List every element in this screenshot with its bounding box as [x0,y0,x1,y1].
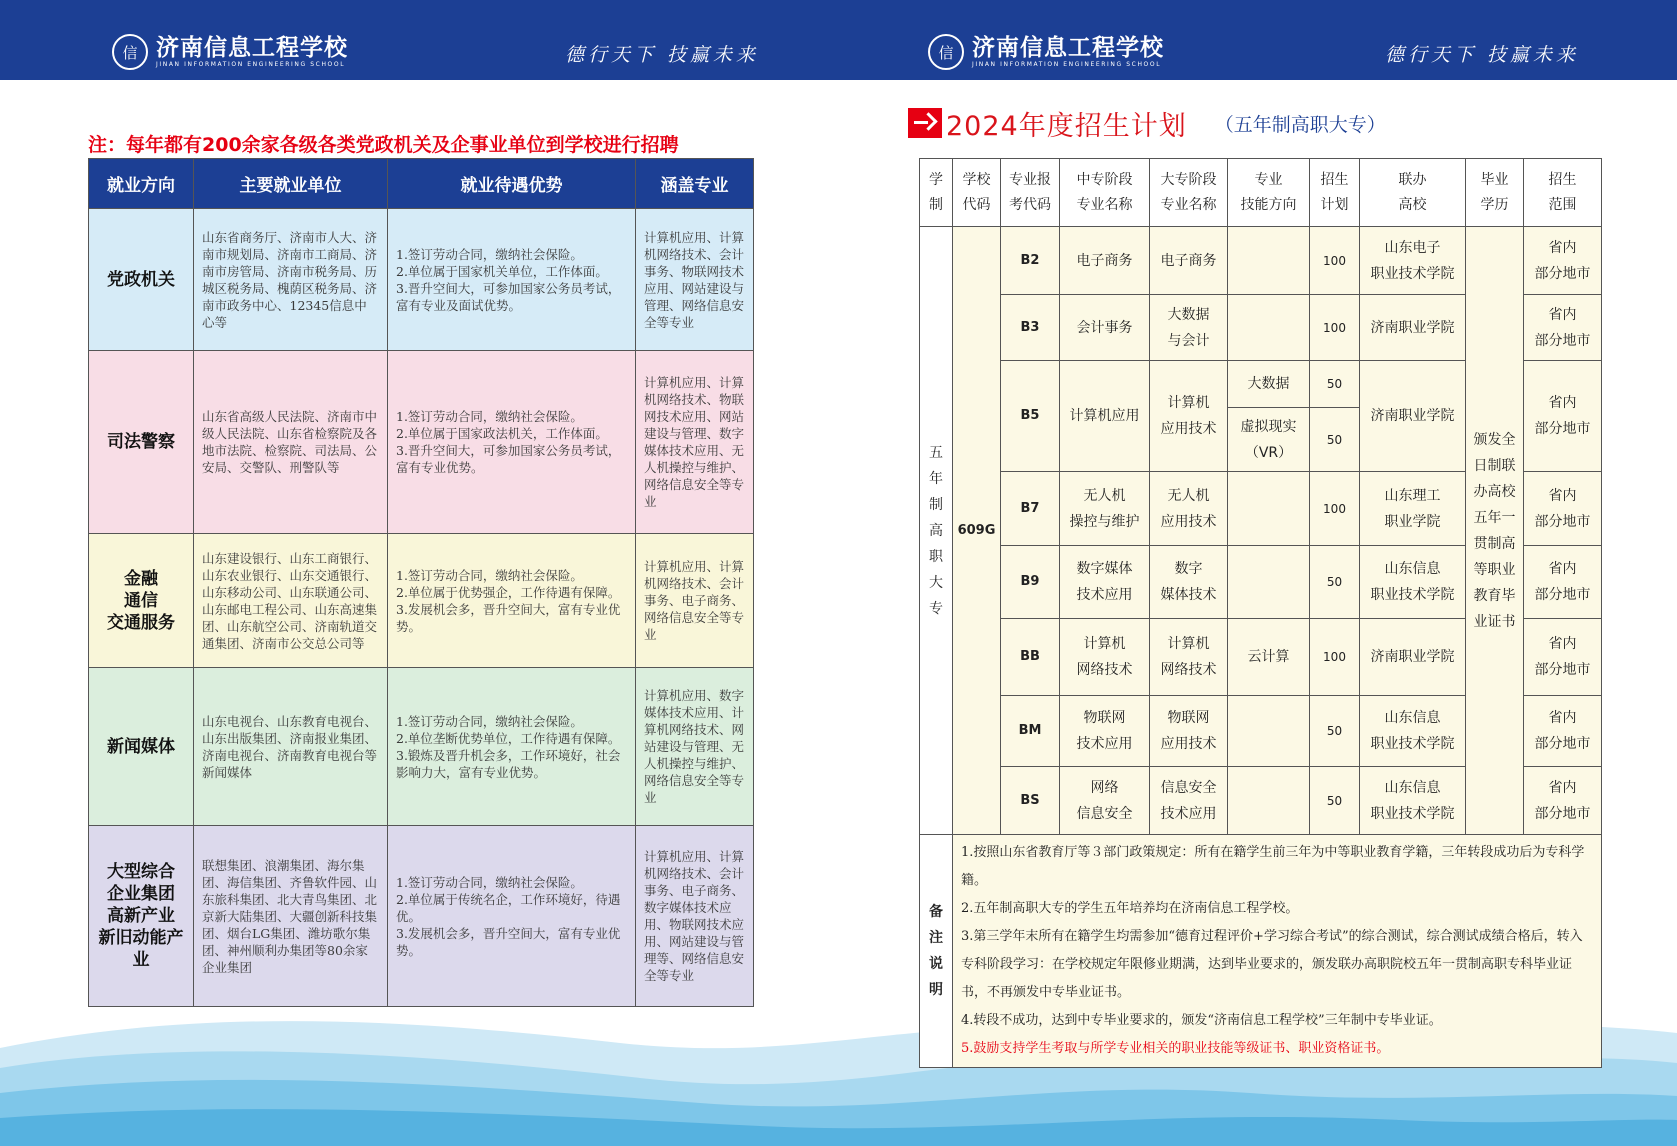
remarks-label: 备注说明 [920,835,953,1068]
plan-subtitle: （五年制高职大专） [1214,113,1386,136]
column-header: 学 制 [920,159,953,227]
partner-college: 山东信息 职业技术学院 [1360,696,1466,767]
partner-college: 山东信息 职业技术学院 [1360,546,1466,619]
plan-title-block [908,106,1386,140]
secondary-major: 计算机应用 [1060,361,1150,472]
major-code: BB [1001,619,1060,696]
enrollment-scope: 省内 部分地市 [1524,472,1602,546]
covered-majors: 计算机应用、计算机网络技术、会计事务、电子商务、数字媒体技术应用、物联网技术应用、网站建设与管理等、网络信息安全等专业 [636,826,754,1007]
column-header: 毕业 学历 [1466,159,1524,227]
column-header: 学校 代码 [953,159,1001,227]
enrollment-scope: 省内 部分地市 [1524,619,1602,696]
covered-majors: 计算机应用、数字媒体技术应用、计算机网络技术、网站建设与管理、无人机操控与维护、网络信息安全等专业 [636,668,754,826]
covered-majors: 计算机应用、计算机网络技术、物联网技术应用、网站建设与管理、数字媒体技术应用、无人机操控与维护、网络信息安全等专业 [636,351,754,534]
table-row [89,534,754,668]
college-major: 数字 媒体技术 [1150,546,1228,619]
enrollment-scope: 省内 部分地市 [1524,361,1602,472]
skill-direction [1228,472,1310,546]
plan-header-row [920,159,1602,227]
major-code: B7 [1001,472,1060,546]
covered-majors: 计算机应用、计算机网络技术、会计事务、物联网技术应用、网站建设与管理、网络信息安全等专业 [636,209,754,351]
college-major: 无人机 应用技术 [1150,472,1228,546]
enrollment-scope: 省内 部分地市 [1524,295,1602,361]
secondary-major: 物联网 技术应用 [1060,696,1150,767]
column-header: 专业报 考代码 [1001,159,1060,227]
college-major: 信息安全 技术应用 [1150,767,1228,835]
secondary-major: 网络 信息安全 [1060,767,1150,835]
skill-direction [1228,696,1310,767]
school-code: 609G [953,227,1001,835]
major-code: B5 [1001,361,1060,472]
plan-title: 2024年度招生计划 [946,110,1187,142]
school-name-en: JINAN INFORMATION ENGINEERING SCHOOL [972,61,1162,68]
enrollment-plan: 50 [1310,408,1360,472]
partner-college: 济南职业学院 [1360,361,1466,472]
enrollment-plan-table [919,158,1602,1068]
school-logo-icon: 信 [112,34,148,70]
table-row [920,227,1602,295]
partner-college: 山东理工 职业学院 [1360,472,1466,546]
remark-item: 5.鼓励支持学生考取与所学专业相关的职业技能等级证书、职业资格证书。 [961,1041,1390,1056]
column-header: 招生 范围 [1524,159,1602,227]
remark-item: 3.第三学年末所有在籍学生均需参加“德育过程评价+学习综合考试”的综合测试，综合测试成绩合格后，转入专科阶段学习：在学校规定年限修业期满，达到毕业要求的，颁发联办高职院校五年一贯制高职专科毕业证书，不再颁发中专毕业证书。 [961,929,1583,1000]
school-name-en: JINAN INFORMATION ENGINEERING SCHOOL [156,61,346,68]
motto-right: 德行天下 技赢未来 [1385,44,1580,66]
remarks-row [920,835,1602,1068]
enrollment-plan: 100 [1310,227,1360,295]
employment-direction: 大型综合 企业集团 高新产业 新旧动能产业 [89,826,194,1007]
skill-direction: 云计算 [1228,619,1310,696]
enrollment-plan: 100 [1310,295,1360,361]
column-header: 就业方向 [89,159,194,209]
employment-benefits: 1.签订劳动合同，缴纳社会保险。 2.单位属于国家机关单位，工作体面。 3.晋升空间大，可参加国家公务员考试，富有专业及面试优势。 [388,209,636,351]
covered-majors: 计算机应用、计算机网络技术、会计事务、电子商务、网络信息安全等专业 [636,534,754,668]
partner-college: 山东信息 职业技术学院 [1360,767,1466,835]
employer-units: 联想集团、浪潮集团、海尔集团、海信集团、齐鲁软件园、山东旅科集团、北大青鸟集团、北京新大陆集团、大疆创新科技集团、烟台LG集团、潍坊歌尔集团、神州顺利办集团等80余家企业集团 [194,826,388,1007]
secondary-major: 数字媒体 技术应用 [1060,546,1150,619]
remarks-text [953,835,1602,1068]
remark-item: 4.转段不成功，达到中专毕业要求的，颁发“济南信息工程学校”三年制中专毕业证。 [961,1013,1442,1028]
major-code: B3 [1001,295,1060,361]
column-header: 涵盖专业 [636,159,754,209]
employment-table [88,158,754,1007]
secondary-major: 会计事务 [1060,295,1150,361]
enrollment-plan: 50 [1310,546,1360,619]
skill-direction [1228,546,1310,619]
column-header: 主要就业单位 [194,159,388,209]
employer-units: 山东电视台、山东教育电视台、山东出版集团、济南报业集团、济南电视台、济南教育电视台等新闻媒体 [194,668,388,826]
partner-college: 山东电子 职业技术学院 [1360,227,1466,295]
major-code: BS [1001,767,1060,835]
enrollment-scope: 省内 部分地市 [1524,227,1602,295]
enrollment-plan: 100 [1310,619,1360,696]
table-row [89,351,754,534]
table-row [89,668,754,826]
college-major: 电子商务 [1150,227,1228,295]
partner-college: 济南职业学院 [1360,619,1466,696]
recruitment-note: 注：每年都有200余家各级各类党政机关及企事业单位到学校进行招聘 [88,134,679,156]
school-name-cn: 济南信息工程学校 [156,34,348,61]
employment-benefits: 1.签订劳动合同，缴纳社会保险。 2.单位属于国家政法机关，工作体面。 3.晋升空间大，可参加国家公务员考试，富有专业优势。 [388,351,636,534]
employer-units: 山东建设银行、山东工商银行、山东农业银行、山东交通银行、山东移动公司、山东联通公司、山东邮电工程公司、山东高速集团、山东航空公司、济南轨道交通集团、济南市公交总公司等 [194,534,388,668]
college-major: 计算机 网络技术 [1150,619,1228,696]
school-logo-icon: 信 [928,34,964,70]
employment-direction: 党政机关 [89,209,194,351]
secondary-major: 计算机 网络技术 [1060,619,1150,696]
column-header: 中专阶段 专业名称 [1060,159,1150,227]
major-code: B2 [1001,227,1060,295]
employment-direction: 金融 通信 交通服务 [89,534,194,668]
enrollment-plan: 50 [1310,696,1360,767]
remark-item: 2.五年制高职大专的学生五年培养均在济南信息工程学校。 [961,901,1299,916]
school-brand-left [112,30,348,74]
employment-benefits: 1.签订劳动合同，缴纳社会保险。 2.单位属于传统名企，工作环境好，待遇优。 3.发展机会多，晋升空间大，富有专业优势。 [388,826,636,1007]
employment-direction: 司法警察 [89,351,194,534]
enrollment-plan: 50 [1310,361,1360,408]
employment-direction: 新闻媒体 [89,668,194,826]
skill-direction: 大数据 [1228,361,1310,408]
employer-units: 山东省商务厅、济南市人大、济南市规划局、济南市工商局、济南市房管局、济南市税务局、历城区税务局、槐荫区税务局、济南市政务中心、12345信息中心等 [194,209,388,351]
secondary-major: 无人机 操控与维护 [1060,472,1150,546]
table-row [89,826,754,1007]
employment-header-row [89,159,754,209]
employment-benefits: 1.签订劳动合同，缴纳社会保险。 2.单位属于优势强企，工作待遇有保障。 3.发展机会多，晋升空间大，富有专业优势。 [388,534,636,668]
skill-direction [1228,295,1310,361]
school-system: 五年制高职大专 [920,227,953,835]
enrollment-scope: 省内 部分地市 [1524,696,1602,767]
school-brand-right [928,30,1164,74]
employer-units: 山东省高级人民法院、济南市中级人民法院、山东省检察院及各地市法院、检察院、司法局、公安局、交警队、刑警队等 [194,351,388,534]
skill-direction [1228,227,1310,295]
skill-direction: 虚拟现实 （VR） [1228,408,1310,472]
arrow-right-icon [908,108,942,138]
major-code: BM [1001,696,1060,767]
header-bar [0,0,1677,80]
college-major: 大数据 与会计 [1150,295,1228,361]
enrollment-plan: 100 [1310,472,1360,546]
column-header: 招生 计划 [1310,159,1360,227]
enrollment-plan: 50 [1310,767,1360,835]
column-header: 专业 技能方向 [1228,159,1310,227]
skill-direction [1228,767,1310,835]
column-header: 就业待遇优势 [388,159,636,209]
column-header: 大专阶段 专业名称 [1150,159,1228,227]
remark-item: 1.按照山东省教育厅等３部门政策规定：所有在籍学生前三年为中等职业教育学籍，三年转段成功后为专科学籍。 [961,845,1585,888]
diploma: 颁发全日制联办高校五年一贯制高等职业教育毕业证书 [1466,227,1524,835]
enrollment-scope: 省内 部分地市 [1524,767,1602,835]
major-code: B9 [1001,546,1060,619]
school-name-cn: 济南信息工程学校 [972,34,1164,61]
column-header: 联办 高校 [1360,159,1466,227]
employment-benefits: 1.签订劳动合同，缴纳社会保险。 2.单位垄断优势单位，工作待遇有保障。 3.锻炼及晋升机会多，工作环境好，社会影响力大，富有专业优势。 [388,668,636,826]
partner-college: 济南职业学院 [1360,295,1466,361]
motto-left: 德行天下 技赢未来 [565,44,760,66]
enrollment-scope: 省内 部分地市 [1524,546,1602,619]
college-major: 物联网 应用技术 [1150,696,1228,767]
secondary-major: 电子商务 [1060,227,1150,295]
table-row [89,209,754,351]
college-major: 计算机 应用技术 [1150,361,1228,472]
